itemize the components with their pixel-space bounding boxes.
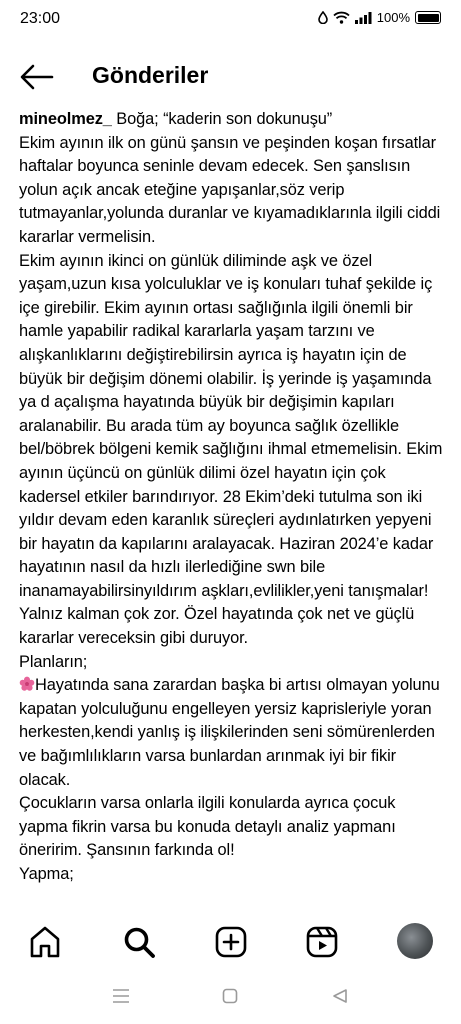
caption-title: Boğa; “kaderin son dokunuşu” [111, 110, 333, 128]
menu-icon[interactable] [112, 988, 130, 1004]
data-saver-icon [318, 11, 328, 24]
status-icons [318, 10, 441, 25]
caption-paragraph-6: Yapma; [19, 865, 74, 883]
page-title: Gönderiler [92, 62, 209, 88]
flower-emoji-icon [19, 676, 35, 692]
create-post-icon[interactable] [214, 925, 248, 959]
battery-icon [415, 11, 441, 24]
username[interactable]: mineolmez_ [19, 110, 112, 128]
wifi-icon [333, 11, 350, 24]
caption-paragraph-3: Planların; [19, 652, 88, 671]
caption-paragraph-1: Ekim ayının ilk on günü şansın ve peşinden koşan fırsatlar haftalar boyunca seninle devam edecek. Sen şanslısın yolun açık ancak eteğine yapışanlar,söz verip tutmayanlar,yolunda duranlar ve kıyamadıklarınla ilgili ciddi kararlar vermelisin. [19, 133, 441, 246]
back-arrow-icon[interactable] [20, 64, 54, 90]
search-icon[interactable] [122, 925, 156, 959]
reels-icon[interactable] [305, 925, 339, 959]
profile-avatar[interactable] [397, 923, 433, 959]
battery-percent: 100% [376, 10, 410, 25]
caption-paragraph-4 [19, 674, 447, 792]
signal-icon [355, 12, 372, 24]
caption-paragraph-2: Ekim ayının ikinci on günlük diliminde aşk ve özel yaşam,uzun kısa yolculuklar ve iş konuları tuhaf şekilde iç içe girebilir. Ekim ayının ortası sağlığınla ilgili önemli bir hamle yapabilir radikal kararlarla yaşam tarzını ve alışkanlıklarını değiştirebilirsin ayrıca iş hayatın için de büyük bir değişim dönemi olabilir. İş yerinde iş yaşamında ya d açalışma hayatında büyük bir değişimin kapıları aralanabilir. Bu arada tüm ay boyunca sağlık özellikle bel/böbrek bölgeni kemik sağlığını ihmal etmemelisin. Ekim ayının üçüncü on günlük dilimi özel hayatın için çok kadersel etkiler barındırıyor. 28 Ekim’deki tutulma son iki yıldır devam eden karanlık süreçleri aydınlatırken yepyeni bir hayatın da kapılarını aralayacak. Haziran 2024’e kadar hayatının nasıl da hızlı ilerlediğine swn bile inanamayabilirsinyıldırım aşkları,evlilikler,yeni tanışmalar! Yalnız kalman çok zor. Özel hayatında çok net ve güçlü kararlar vereceksin gibi duruyor. [19, 251, 443, 648]
caption-paragraph-5: Çocukların varsa onlarla ilgili konularda ayrıca çocuk yapma fikrin varsa bu konuda detaylı analiz yapmanı öneririm. Şansının farkında ol! [19, 794, 396, 860]
caption-paragraph-4-text: Hayatında sana zarardan başka bi artısı olmayan yolunu kapatan yolculuğunu engelleyen yersiz kaprisleriyle yoran herkesten,kendi yanlış iş ilişkilerinden seni sömürenlerden ve bağımlılıkların varsa bunlardan arınmak iyi bir fikir olacak. [19, 676, 440, 789]
post-caption [19, 108, 447, 910]
status-time: 23:00 [20, 10, 61, 27]
caption-intro [19, 108, 447, 132]
home-button-icon[interactable] [222, 988, 238, 1004]
system-navigation [0, 980, 461, 1024]
status-bar [0, 0, 461, 40]
bottom-navigation [0, 918, 461, 966]
header [0, 52, 461, 102]
home-icon[interactable] [28, 925, 62, 959]
back-button-icon[interactable] [332, 988, 348, 1004]
